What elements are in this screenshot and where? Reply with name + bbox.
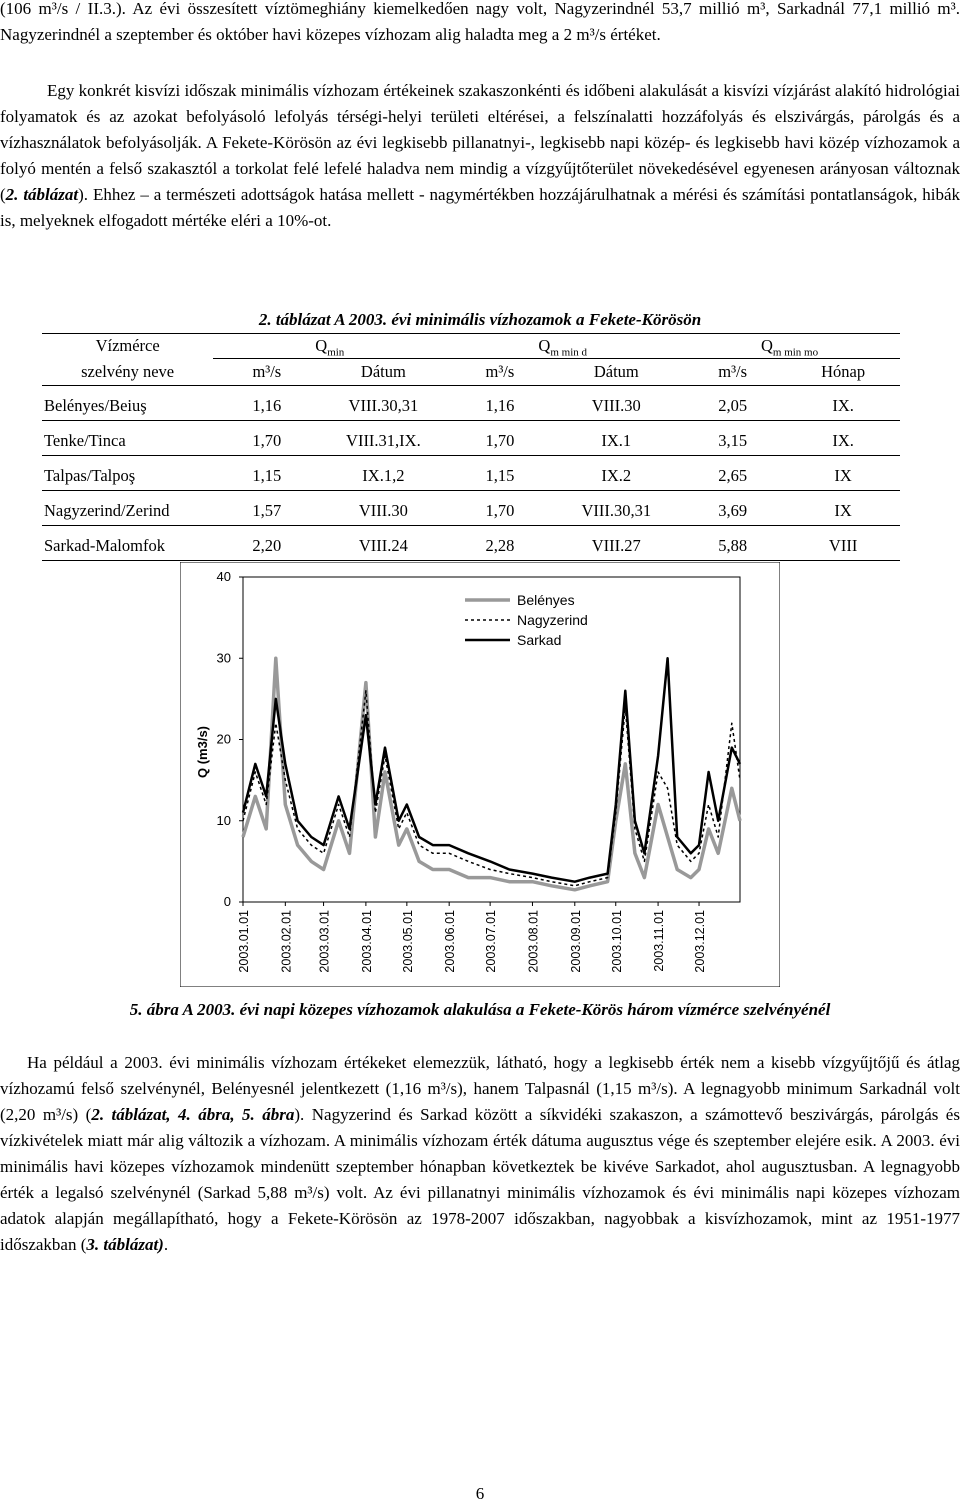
y-tick-label: 10 xyxy=(216,812,231,828)
header-month: Hónap xyxy=(786,359,900,386)
paragraph-analysis-tail: ). Ehhez – a természeti adottságok hatása mellett - nagymértékben hozzájárulhatnak a mérési és számítási pontatlanságok, hibák is, melyeknek elfogadott mértéke eléri a 10%-ot. xyxy=(0,185,960,230)
table-cell: VIII.27 xyxy=(553,532,679,561)
legend-label: Belényes xyxy=(517,592,575,608)
y-tick-label: 40 xyxy=(216,569,231,584)
header-qmm: $Q_{m min mo}$ xyxy=(679,334,900,359)
table-cell: VIII.31,IX. xyxy=(320,427,446,456)
series-line-nagyzerind xyxy=(243,691,740,886)
table-cell: 2,20 xyxy=(213,532,320,561)
paragraph-analysis-text: Egy konkrét kisvízi időszak minimális vízhozam értékeinek szakaszonkénti és időbeni alakulását a kisvízi vízjárást alakító hidrológiai folyamatok és az azokat befolyásoló lefolyás térségi-helyi területi eltérései, a felszínalatti hozzáfolyás és elszivárgás, párolgás és a vízhasználatok befolyásolják. A Fekete-Körösön az évi legkisebb pillanatnyi-, legkisebb napi közép- és legkisebb havi közép vízhozamok a folyó mentén a felső szakasztól a torkolat felé lefelé haladva nem mindig a vízgyűjtőterület növekedésével egyenesen arányosan változnak ( xyxy=(0,81,960,204)
table-cell: 3,69 xyxy=(679,497,786,526)
paragraph-analysis xyxy=(0,78,960,234)
x-tick-label: 2003.12.01 xyxy=(693,910,708,973)
header-unit: m³/s xyxy=(213,359,320,386)
y-axis-label: Q (m3/s) xyxy=(195,725,210,779)
table-reference-2: 3. táblázat) xyxy=(86,1235,164,1254)
x-tick-label: 2003.08.01 xyxy=(526,910,541,973)
figure-caption: 5. ábra A 2003. évi napi közepes vízhozamok alakulása a Fekete-Körös három vízmérce szelvényénél xyxy=(129,1000,831,1019)
header-unit: m³/s xyxy=(446,359,553,386)
x-tick-label: 2003.01.01 xyxy=(237,910,251,973)
station-name: Tenke/Tinca xyxy=(42,427,213,456)
x-tick-label: 2003.09.01 xyxy=(568,910,583,973)
table-cell: IX.2 xyxy=(553,462,679,491)
table-cell: 2,65 xyxy=(679,462,786,491)
paragraph-discussion-a: Ha például a 2003. évi minimális vízhozam értékeket elemezzük, látható, hogy a legkisebb érték nem a kisebb vízgyűjtőjű és átlag vízhozamú felső szelvénynél, Belényesnél jelentkezett (1,16 m³/s), hanem Talpasnál (1,15 m³/s). A legnagyobb minimum Sarkadnál volt (2,20 m³/s) ( xyxy=(0,1053,960,1124)
header-station: Vízmérce xyxy=(42,334,213,359)
plot-area xyxy=(243,577,740,902)
paragraph-discussion-b: ). Nagyzerind és Sarkad között a síkvidéki szakaszon, a számottevő beszivárgás, párolgás és vízkivételek miatt már alig változik a vízhozam. A minimális vízhozam érték dátuma augusztus vége és szeptember elejére esik. A 2003. évi minimális havi közepes vízhozamok mindenütt szeptember hónapban következtek be kivéve Sarkadot, ahol augusztusban. A legnagyobb érték a legalsó szelvénynél (Sarkad 5,88 m³/s) volt. Az évi pillanatnyi minimális vízhozamok és évi minimális napi közepes vízhozam adatok alapján megállapítható, hogy a Fekete-Körösön az 1978-2007 időszakban, nagyobbak a kisvízhozamok, mint az 1951-1977 időszakban ( xyxy=(0,1105,960,1254)
table-cell: 1,15 xyxy=(446,462,553,491)
table-reference: 2. táblázat xyxy=(5,185,79,204)
x-tick-label: 2003.05.01 xyxy=(400,910,415,973)
x-tick-label: 2003.10.01 xyxy=(609,910,624,973)
x-tick-label: 2003.06.01 xyxy=(443,910,458,973)
x-tick-label: 2003.07.01 xyxy=(484,910,499,973)
chart-legend xyxy=(465,592,588,648)
x-tick-label: 2003.11.01 xyxy=(652,910,667,972)
table-cell: IX.1,2 xyxy=(320,462,446,491)
x-tick-label: 2003.04.01 xyxy=(359,910,374,973)
header-qmd: $Q_{m min d}$ xyxy=(446,334,679,359)
header-date: Dátum xyxy=(553,359,679,386)
table-row xyxy=(42,427,900,456)
x-tick-label: 2003.03.01 xyxy=(317,910,332,973)
table-cell: 1,16 xyxy=(446,392,553,421)
station-name: Nagyzerind/Zerind xyxy=(42,497,213,526)
table-cell: VIII xyxy=(786,532,900,561)
table-subheader-row xyxy=(42,359,900,386)
table-cell: 1,70 xyxy=(446,497,553,526)
table-header-row xyxy=(42,334,900,359)
table-cell: IX. xyxy=(786,392,900,421)
table-row xyxy=(42,497,900,526)
station-name: Belényes/Beiuş xyxy=(42,392,213,421)
table-cell: VIII.30 xyxy=(553,392,679,421)
figure-reference: 2. táblázat, 4. ábra, 5. ábra xyxy=(91,1105,295,1124)
table-cell: 1,15 xyxy=(213,462,320,491)
paragraph-intro: (106 m³/s / II.3.). Az évi összesített víztömeghiány kiemelkedően nagy volt, Nagyzerindnél 53,7 millió m³, Sarkadnál 77,1 millió m³. Nagyzerindnél a szeptember és október havi közepes vízhozam alig haladta meg a 2 m³/s értéket. xyxy=(0,0,960,44)
header-qmin: $Q_{min}$ xyxy=(213,334,446,359)
header-date: Dátum xyxy=(320,359,446,386)
table-cell: IX xyxy=(786,497,900,526)
table-cell: 1,70 xyxy=(446,427,553,456)
table-cell: VIII.24 xyxy=(320,532,446,561)
page-number: 6 xyxy=(475,1484,485,1503)
paragraph-discussion-c: . xyxy=(163,1235,169,1254)
table-cell: VIII.30,31 xyxy=(553,497,679,526)
table-cell: VIII.30,31 xyxy=(320,392,446,421)
table-cell: 2,05 xyxy=(679,392,786,421)
y-tick-label: 0 xyxy=(223,894,231,909)
table-cell: IX. xyxy=(786,427,900,456)
y-tick-label: 20 xyxy=(216,731,231,747)
series-line-sarkad xyxy=(243,658,740,881)
table-cell: 3,15 xyxy=(679,427,786,456)
table-cell: IX xyxy=(786,462,900,491)
x-tick-label: 2003.02.01 xyxy=(279,910,294,973)
table-cell: 2,28 xyxy=(446,532,553,561)
table-row xyxy=(42,532,900,561)
paragraph-discussion xyxy=(0,1050,960,1258)
y-tick-label: 30 xyxy=(216,650,231,666)
table-row xyxy=(42,392,900,421)
table-cell: 1,16 xyxy=(213,392,320,421)
legend-label: Nagyzerind xyxy=(517,612,588,628)
header-station-name: szelvény neve xyxy=(42,359,213,386)
station-name: Talpas/Talpoş xyxy=(42,462,213,491)
table-cell: IX.1 xyxy=(553,427,679,456)
table-cell: 1,70 xyxy=(213,427,320,456)
discharge-chart xyxy=(180,562,780,987)
table-row xyxy=(42,462,900,491)
table-caption: 2. táblázat A 2003. évi minimális vízhozamok a Fekete-Körösön xyxy=(258,310,702,329)
header-unit: m³/s xyxy=(679,359,786,386)
table-cell: 1,57 xyxy=(213,497,320,526)
table-cell: 5,88 xyxy=(679,532,786,561)
station-name: Sarkad-Malomfok xyxy=(42,532,213,561)
minimum-discharge-table xyxy=(42,333,900,561)
table-cell: VIII.30 xyxy=(320,497,446,526)
legend-label: Sarkad xyxy=(517,632,562,648)
